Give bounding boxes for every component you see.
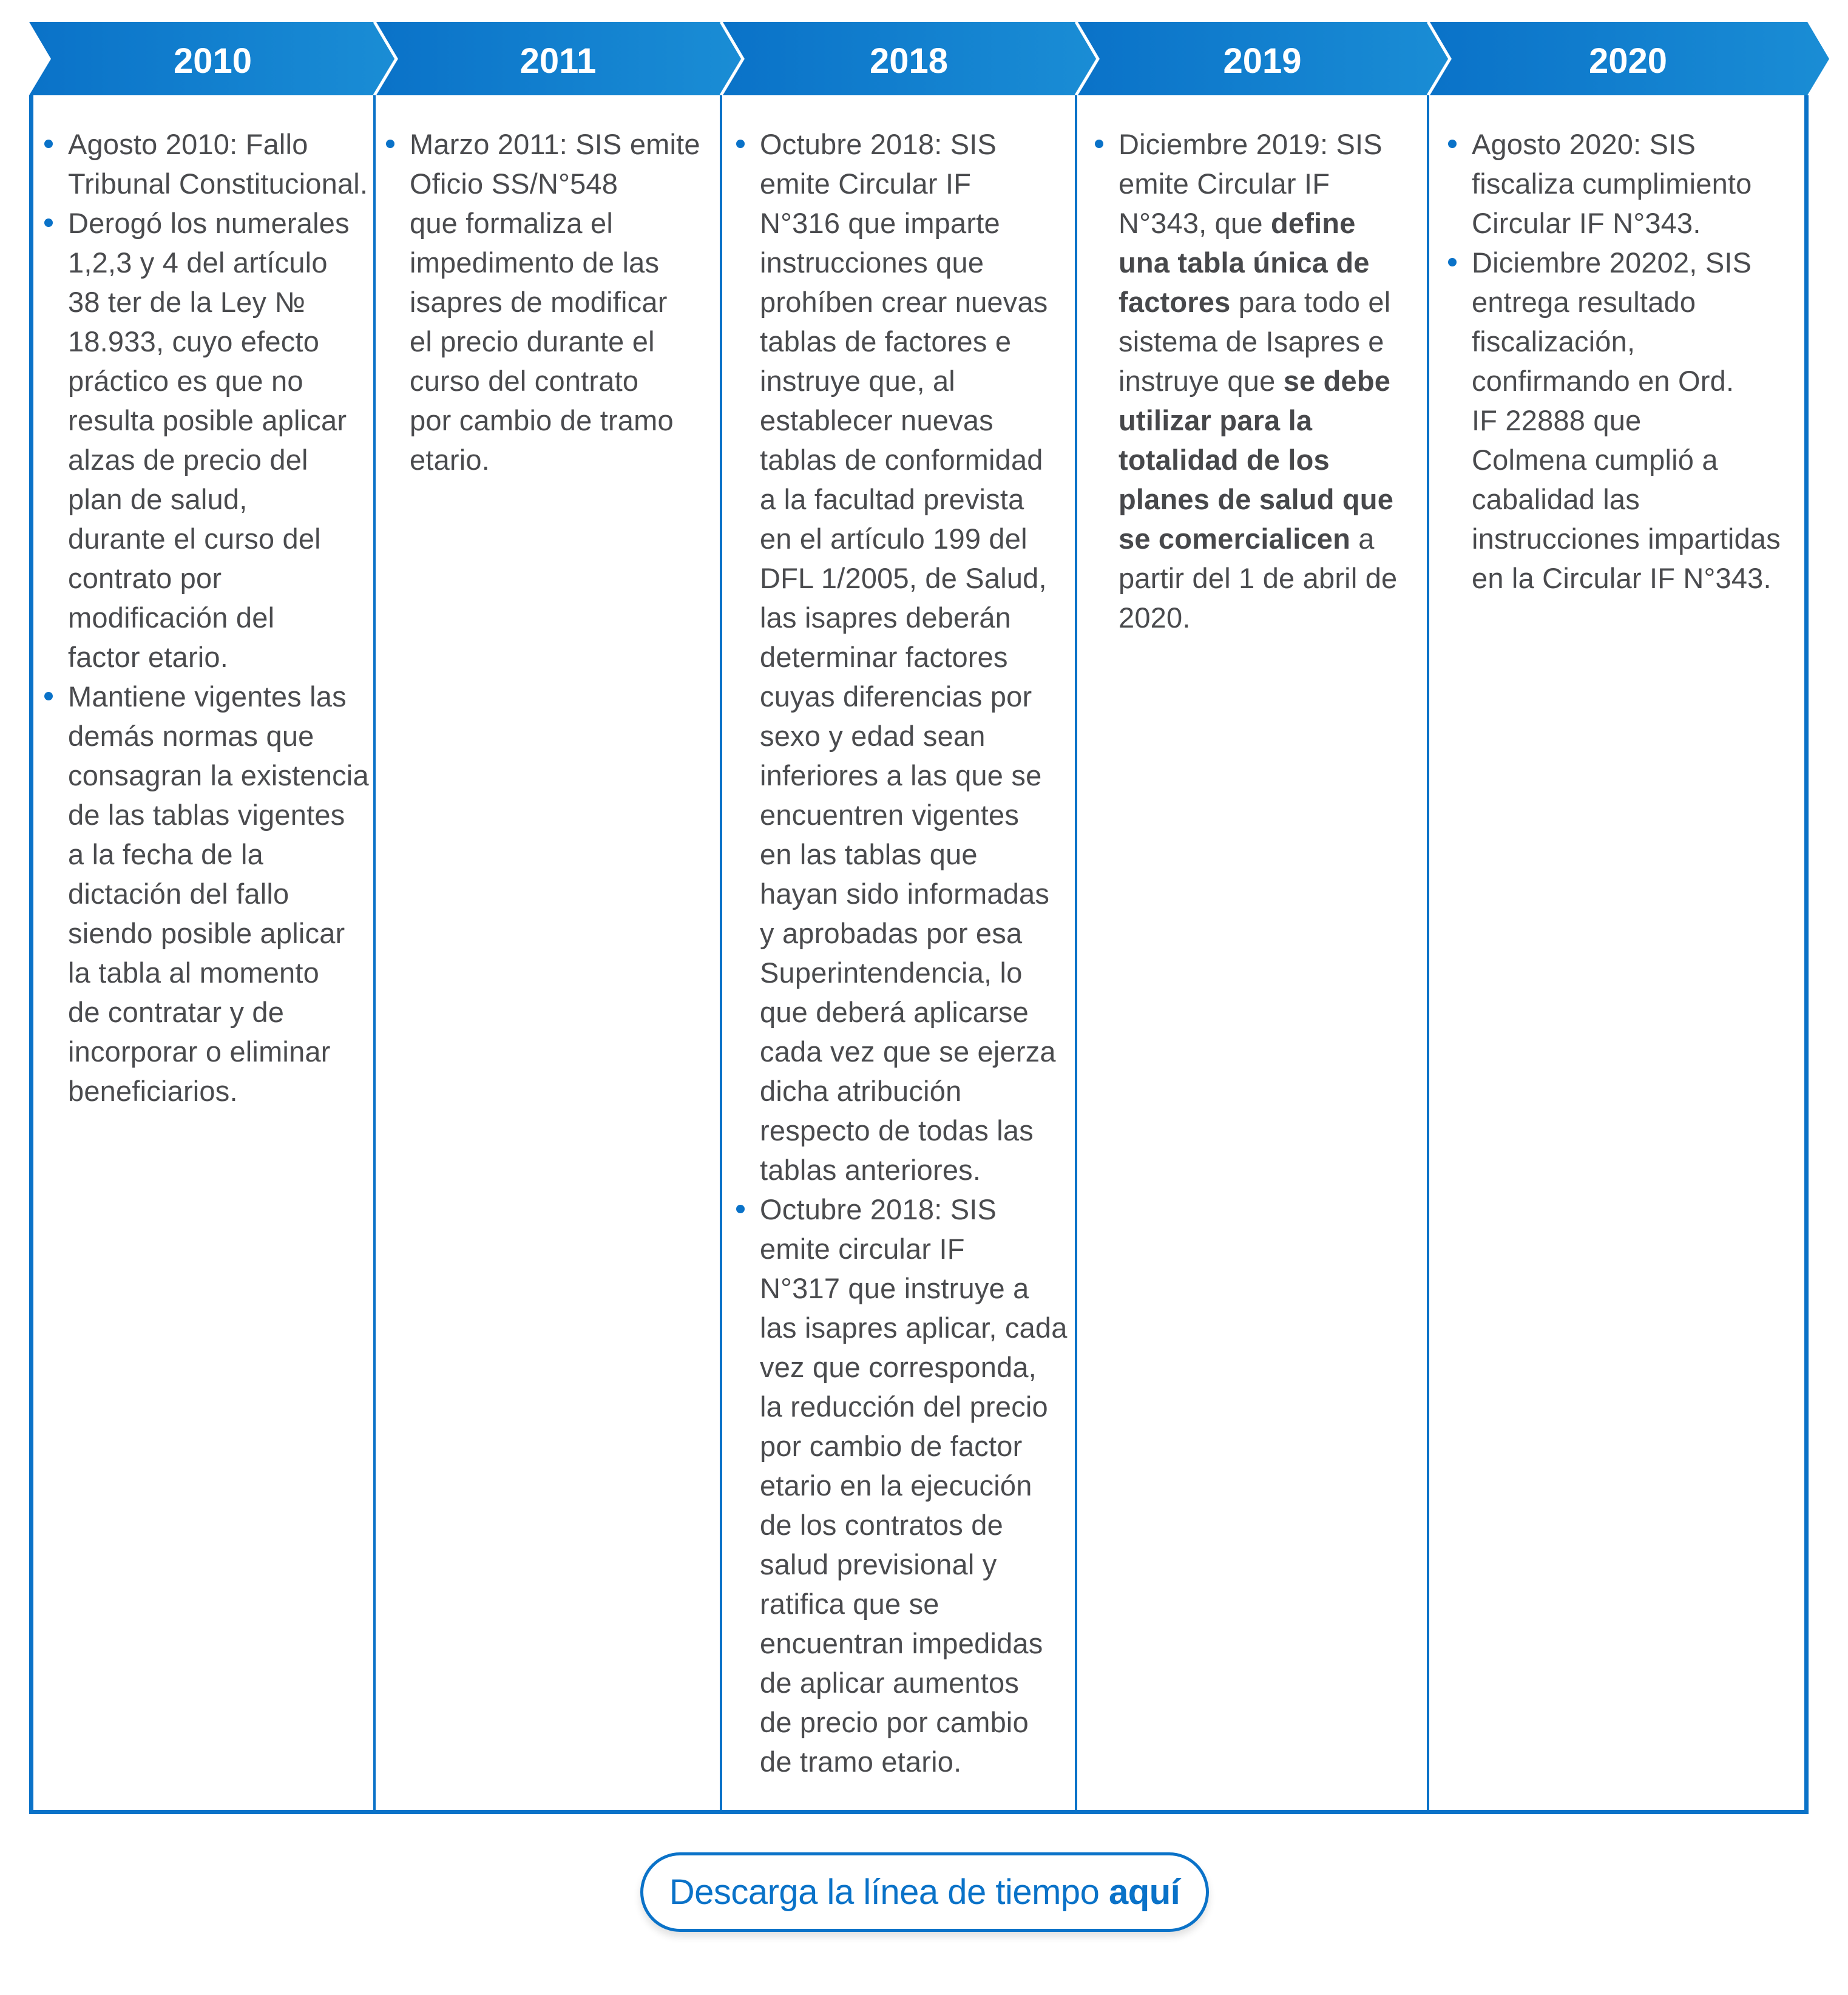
event-text: de contratar y de <box>68 996 285 1028</box>
event-text-line <box>760 1387 1068 1426</box>
event-text-line <box>68 992 369 1032</box>
event-text-line <box>760 992 1068 1032</box>
event-text: alzas de precio del <box>68 444 308 476</box>
event-text: salud previsional y <box>760 1548 997 1580</box>
event-text: siendo posible aplicar <box>68 917 345 949</box>
event-text: contrato por <box>68 562 222 594</box>
event-text-line <box>760 598 1068 637</box>
event-text-line <box>68 322 369 361</box>
event-text: de tramo etario. <box>760 1746 962 1778</box>
bullet-dot-icon <box>44 140 53 148</box>
event-text: que deberá aplicarse <box>760 996 1029 1028</box>
event-text-line <box>1119 203 1397 243</box>
event-text: de las tablas vigentes <box>68 799 345 831</box>
timeline-event <box>1445 124 1781 243</box>
event-text: en la Circular IF N°343. <box>1472 562 1772 594</box>
event-text-line <box>1472 440 1781 479</box>
event-text-line <box>68 637 369 677</box>
event-text: N°317 que instruye a <box>760 1272 1029 1304</box>
event-text-line <box>1472 124 1781 164</box>
event-text-line <box>1472 361 1781 401</box>
event-text-line <box>760 1702 1068 1742</box>
event-text-line <box>760 835 1068 874</box>
event-text-line <box>1472 322 1781 361</box>
event-text-line <box>760 795 1068 835</box>
event-text-line <box>760 440 1068 479</box>
event-text: impedimento de las <box>410 246 660 279</box>
event-text: DFL 1/2005, de Salud, <box>760 562 1047 594</box>
event-text-line <box>68 401 369 440</box>
event-text-line <box>1119 322 1397 361</box>
event-text-line <box>1472 479 1781 519</box>
event-text-line <box>1472 401 1781 440</box>
event-text-line <box>1119 124 1397 164</box>
download-timeline-button[interactable] <box>640 1852 1209 1932</box>
event-text: de aplicar aumentos <box>760 1667 1020 1699</box>
timeline-event <box>1092 124 1397 637</box>
event-text: emite Circular IF <box>1119 168 1330 200</box>
event-text-line <box>1119 479 1397 519</box>
event-text-line <box>760 479 1068 519</box>
event-text: Derogó los numerales <box>68 207 350 239</box>
event-text-line <box>760 1150 1068 1190</box>
event-text-line <box>1472 203 1781 243</box>
event-text-line <box>760 243 1068 282</box>
event-text: de precio por cambio <box>760 1706 1029 1738</box>
event-text: 18.933, cuyo efecto <box>68 325 320 357</box>
event-text: por cambio de tramo <box>410 404 674 436</box>
event-text: encuentren vigentes <box>760 799 1020 831</box>
event-text-line <box>760 203 1068 243</box>
event-text-line <box>1119 282 1397 322</box>
event-text-line <box>410 203 700 243</box>
bullet-dot-icon <box>44 692 53 700</box>
event-text: Octubre 2018: SIS <box>760 128 997 160</box>
column-divider <box>1075 95 1077 1812</box>
event-text: modificación del <box>68 601 275 634</box>
event-text: determinar factores <box>760 641 1008 673</box>
event-text-line <box>760 756 1068 795</box>
event-text: N°343, que <box>1119 207 1271 239</box>
event-text-line <box>1472 164 1781 203</box>
year-label: 2020 <box>1588 41 1668 81</box>
timeline-column-2019 <box>1092 124 1397 637</box>
event-text-line <box>68 203 369 243</box>
event-text-line <box>68 756 369 795</box>
timeline-event <box>1445 243 1781 598</box>
event-text-line <box>760 361 1068 401</box>
event-text-line <box>1119 440 1397 479</box>
timeline-event <box>733 1190 1068 1781</box>
download-button-strong-text: aquí <box>1109 1872 1180 1912</box>
bullet-dot-icon <box>1095 140 1103 148</box>
event-text-line <box>1472 558 1781 598</box>
event-text: en el artículo 199 del <box>760 523 1027 555</box>
event-text-bold: se comercialicen <box>1119 523 1351 555</box>
event-text-line <box>1119 519 1397 558</box>
event-text: en las tablas que <box>760 838 978 870</box>
event-text-line <box>410 243 700 282</box>
event-text: y aprobadas por esa <box>760 917 1023 949</box>
event-text-line <box>1119 401 1397 440</box>
event-text-line <box>760 637 1068 677</box>
event-text-line <box>1472 282 1781 322</box>
event-text: para todo el <box>1230 286 1391 318</box>
event-text: la tabla al momento <box>68 957 319 989</box>
timeline-column-2011 <box>383 124 700 479</box>
event-text-line <box>760 1742 1068 1781</box>
event-text-line <box>760 1190 1068 1229</box>
timeline-header <box>0 0 1848 103</box>
event-text: Diciembre 20202, SIS <box>1472 246 1752 279</box>
event-text-line <box>760 1111 1068 1150</box>
event-text-line <box>68 519 369 558</box>
event-text-bold: totalidad de los <box>1119 444 1330 476</box>
event-text-bold: define <box>1270 207 1356 239</box>
event-text: tablas anteriores. <box>760 1154 981 1186</box>
event-text: cada vez que se ejerza <box>760 1035 1056 1068</box>
event-text-bold: utilizar para la <box>1119 404 1313 436</box>
event-text: que formaliza el <box>410 207 613 239</box>
event-text-bold: se debe <box>1283 365 1391 397</box>
event-text-line <box>760 401 1068 440</box>
event-text: instrucciones impartidas <box>1472 523 1781 555</box>
event-text: confirmando en Ord. <box>1472 365 1735 397</box>
event-text-line <box>760 716 1068 756</box>
event-text: consagran la existencia <box>68 759 369 791</box>
event-text-line <box>760 282 1068 322</box>
event-text: sexo y edad sean <box>760 720 986 752</box>
event-text: Mantiene vigentes las <box>68 680 347 713</box>
event-text: emite circular IF <box>760 1233 965 1265</box>
event-text-line <box>760 913 1068 953</box>
column-divider <box>720 95 722 1812</box>
year-label: 2019 <box>1223 41 1302 81</box>
event-text: Oficio SS/N°548 <box>410 168 618 200</box>
event-text: Circular IF N°343. <box>1472 207 1701 239</box>
event-text-line <box>760 124 1068 164</box>
event-text-line <box>760 1663 1068 1702</box>
event-text: Superintendencia, lo <box>760 957 1023 989</box>
event-text: durante el curso del <box>68 523 321 555</box>
event-text-line <box>68 164 369 203</box>
year-label: 2011 <box>520 41 597 81</box>
event-text: factor etario. <box>68 641 229 673</box>
event-text-line <box>1119 164 1397 203</box>
timeline-column-2010 <box>41 124 369 1111</box>
event-text: Diciembre 2019: SIS <box>1119 128 1383 160</box>
timeline-event <box>41 677 369 1111</box>
bullet-dot-icon <box>44 218 53 227</box>
event-text: encuentran impedidas <box>760 1627 1043 1659</box>
event-text-line <box>760 1347 1068 1387</box>
column-divider <box>1427 95 1429 1812</box>
event-text-line <box>68 124 369 164</box>
event-text: fiscalización, <box>1472 325 1636 357</box>
event-text: dicha atribución <box>760 1075 962 1107</box>
event-text-line <box>760 1229 1068 1268</box>
event-text: por cambio de factor <box>760 1430 1023 1462</box>
event-text: inferiores a las que se <box>760 759 1042 791</box>
event-text: sistema de Isapres e <box>1119 325 1384 357</box>
event-text: etario en la ejecución <box>760 1469 1032 1502</box>
event-text: fiscaliza cumplimiento <box>1472 168 1752 200</box>
event-text: incorporar o eliminar <box>68 1035 331 1068</box>
timeline-event <box>41 124 369 203</box>
event-text-line <box>760 1505 1068 1545</box>
event-text-line <box>760 1032 1068 1071</box>
event-text: Agosto 2020: SIS <box>1472 128 1696 160</box>
timeline-event <box>41 203 369 677</box>
event-text: demás normas que <box>68 720 314 752</box>
event-text: hayan sido informadas <box>760 878 1050 910</box>
event-text-line <box>68 282 369 322</box>
event-text-line <box>68 243 369 282</box>
column-divider <box>373 95 376 1812</box>
event-text-line <box>410 440 700 479</box>
event-text: cabalidad las <box>1472 483 1640 515</box>
event-text: entrega resultado <box>1472 286 1696 318</box>
event-text: beneficiarios. <box>68 1075 238 1107</box>
event-text-line <box>760 1624 1068 1663</box>
event-text: resulta posible aplicar <box>68 404 347 436</box>
event-text-line <box>1472 519 1781 558</box>
event-text-line <box>1119 243 1397 282</box>
event-text: tablas de factores e <box>760 325 1012 357</box>
event-text: tablas de conformidad <box>760 444 1043 476</box>
event-text: cuyas diferencias por <box>760 680 1032 713</box>
event-text-line <box>68 874 369 913</box>
event-text: prohíben crear nuevas <box>760 286 1048 318</box>
event-text: plan de salud, <box>68 483 248 515</box>
event-text-line <box>760 164 1068 203</box>
event-text: vez que corresponda, <box>760 1351 1037 1383</box>
bullet-dot-icon <box>736 140 745 148</box>
event-text: instruye que, al <box>760 365 955 397</box>
event-text: establecer nuevas <box>760 404 993 436</box>
event-text-line <box>760 322 1068 361</box>
event-text-line <box>68 598 369 637</box>
event-text: respecto de todas las <box>760 1114 1034 1147</box>
bullet-dot-icon <box>386 140 394 148</box>
event-text-line <box>1119 361 1397 401</box>
timeline-event <box>733 124 1068 1190</box>
event-text-line <box>1119 558 1397 598</box>
event-text-bold: planes de salud que <box>1119 483 1394 515</box>
event-text-line <box>760 677 1068 716</box>
event-text-line <box>760 1308 1068 1347</box>
timeline-column-2018 <box>733 124 1068 1781</box>
bullet-dot-icon <box>1448 140 1457 148</box>
event-text-line <box>1119 598 1397 637</box>
bullet-dot-icon <box>1448 258 1457 266</box>
event-text: Tribunal Constitucional. <box>68 168 368 200</box>
event-text-line <box>760 1268 1068 1308</box>
event-text: Colmena cumplió a <box>1472 444 1718 476</box>
event-text-line <box>68 1032 369 1071</box>
bullet-dot-icon <box>736 1205 745 1213</box>
timeline-column-2020 <box>1445 124 1781 598</box>
event-text-line <box>410 282 700 322</box>
event-text: la reducción del precio <box>760 1390 1048 1423</box>
event-text-line <box>760 874 1068 913</box>
event-text-line <box>410 322 700 361</box>
event-text: isapres de modificar <box>410 286 668 318</box>
event-text-line <box>760 1466 1068 1505</box>
event-text: partir del 1 de abril de <box>1119 562 1398 594</box>
event-text-line <box>410 401 700 440</box>
event-text: N°316 que imparte <box>760 207 1000 239</box>
event-text-line <box>68 913 369 953</box>
event-text-line <box>1472 243 1781 282</box>
download-button-text: Descarga la línea de tiempo <box>669 1872 1109 1912</box>
event-text: curso del contrato <box>410 365 639 397</box>
event-text-line <box>760 519 1068 558</box>
event-text-bold: una tabla única de <box>1119 246 1370 279</box>
event-text-line <box>760 1426 1068 1466</box>
event-text-line <box>68 953 369 992</box>
event-text: a <box>1350 523 1375 555</box>
event-text-line <box>68 835 369 874</box>
year-label: 2018 <box>869 41 949 81</box>
event-text-line <box>68 1071 369 1111</box>
event-text: Agosto 2010: Fallo <box>68 128 308 160</box>
event-text: instruye que <box>1119 365 1284 397</box>
event-text-line <box>68 361 369 401</box>
event-text: el precio durante el <box>410 325 655 357</box>
event-text: práctico es que no <box>68 365 303 397</box>
event-text-line <box>68 479 369 519</box>
event-text-line <box>68 558 369 598</box>
event-text: a la facultad prevista <box>760 483 1024 515</box>
event-text-line <box>760 558 1068 598</box>
event-text: 38 ter de la Ley № <box>68 286 306 318</box>
event-text-line <box>68 677 369 716</box>
event-text: etario. <box>410 444 490 476</box>
event-text: Octubre 2018: SIS <box>760 1193 997 1225</box>
event-text: de los contratos de <box>760 1509 1003 1541</box>
timeline-event <box>383 124 700 479</box>
event-text-line <box>760 1071 1068 1111</box>
event-text: las isapres aplicar, cada <box>760 1312 1068 1344</box>
event-text-line <box>760 1545 1068 1584</box>
event-text-bold: factores <box>1119 286 1231 318</box>
event-text: dictación del fallo <box>68 878 289 910</box>
event-text-line <box>68 795 369 835</box>
event-text-line <box>68 716 369 756</box>
event-text-line <box>760 1584 1068 1624</box>
event-text-line <box>410 164 700 203</box>
event-text-line <box>68 440 369 479</box>
event-text: ratifica que se <box>760 1588 939 1620</box>
event-text: a la fecha de la <box>68 838 263 870</box>
event-text-line <box>760 953 1068 992</box>
event-text-line <box>410 361 700 401</box>
event-text: Marzo 2011: SIS emite <box>410 128 700 160</box>
year-label: 2010 <box>173 41 252 81</box>
event-text: emite Circular IF <box>760 168 972 200</box>
event-text: 1,2,3 y 4 del artículo <box>68 246 328 279</box>
event-text: instrucciones que <box>760 246 984 279</box>
event-text-line <box>410 124 700 164</box>
event-text: 2020. <box>1119 601 1191 634</box>
download-button-label <box>669 1872 1180 1912</box>
event-text: las isapres deberán <box>760 601 1011 634</box>
event-text: IF 22888 que <box>1472 404 1642 436</box>
